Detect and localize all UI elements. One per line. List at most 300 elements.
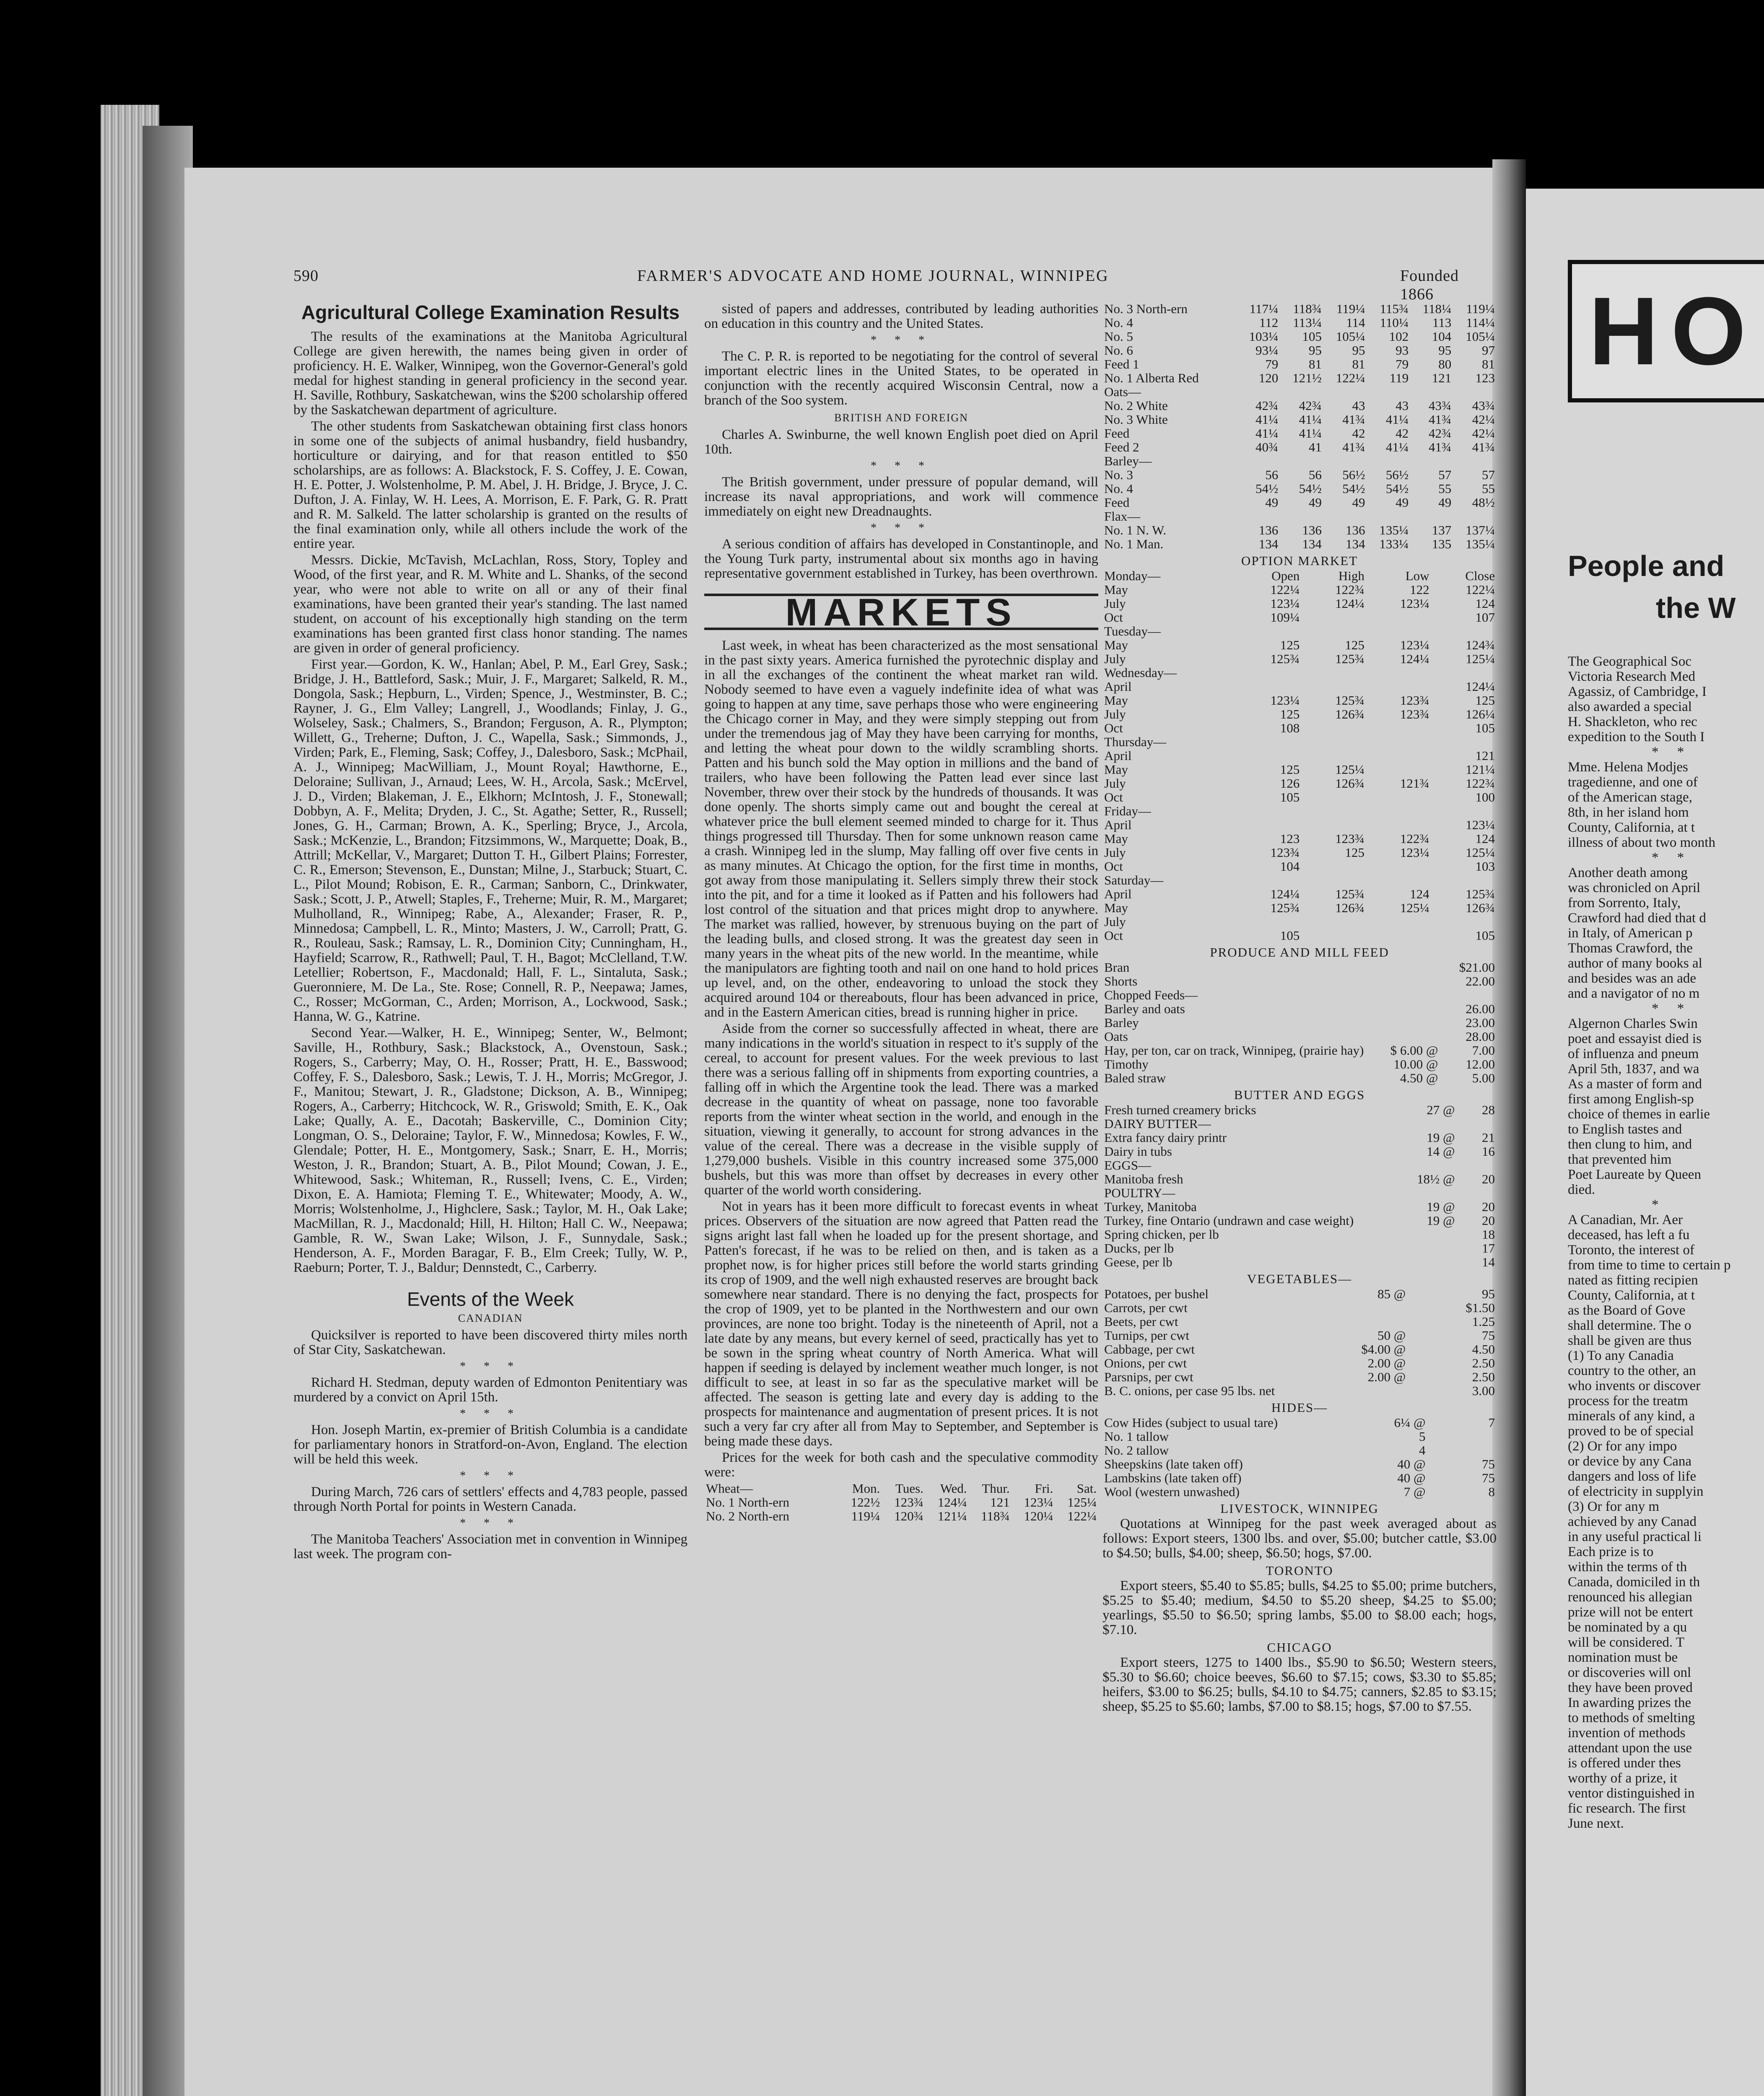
row-value bbox=[1237, 624, 1302, 638]
row-value bbox=[1366, 859, 1431, 873]
row-value: 109¼ bbox=[1270, 610, 1300, 625]
table-header-row bbox=[1102, 569, 1497, 583]
table-row bbox=[1102, 399, 1497, 412]
row-value: 81 bbox=[1308, 357, 1322, 371]
row-label: May bbox=[1104, 831, 1128, 846]
right-page-line: (1) To any Canadia bbox=[1568, 1348, 1674, 1363]
chicago-text: Export steers, 1275 to 1400 lbs., $5.90 to $6.50; Western steers, $5.30 to $6.60; choice beeves, $6.60 to $7.15; cows, $3.30 to $5.85; heifers, $3.00 to $6.25; bulls, $4.10 to $4.75; canners, $2.85 to $3.15; sheep, $5.25 to $5.60; lambs, $7.00 to $8.15; hogs, $7.00 to $7.55. bbox=[1102, 1655, 1497, 1714]
row-label: Beets, per cwt bbox=[1104, 1314, 1178, 1329]
markets-paragraph: Not in years has it been more difficult to forecast events in wheat prices. Observers of the situation are now agreed that Patten read the signs aright last fall when he loaded up for the present shortage, and Patten's forecast, if he was to be relied on then, and is taken as a prophet now, is for higher prices still before the world starts grinding its crop of 1909, and the well nigh exhausted reserves are brought back somewhere near standard. There is no denying the fact, prospects for the crop of 1909, yet to be planted in the Northwestern and our own provinces, are none too bright. Today is the nineteenth of April, not a late date by any means, but every kernel of seed, practically has yet to be sown in the spring wheat country of North America. What will happen if seeding is delayed by inclement weather much longer, is not difficult to see, at least in so far as the speculative market will be affected. The season is getting late and every day is adding to the prospects for maintenance and augmentation of present prices. It is not such a very far cry after all from May to September, and September is being made these days. bbox=[704, 1199, 1098, 1449]
right-page-line: be nominated by a qu bbox=[1568, 1620, 1687, 1635]
right-page-line: deceased, has left a fu bbox=[1568, 1227, 1690, 1243]
row-value: 125¾ bbox=[1335, 651, 1365, 666]
row-value: 120 bbox=[1258, 371, 1279, 385]
row-value: 19 @ bbox=[1427, 1213, 1455, 1228]
right-page-line: County, California, at t bbox=[1568, 820, 1695, 835]
right-page-line: In awarding prizes the bbox=[1568, 1695, 1691, 1710]
section-label: Barley— bbox=[1104, 454, 1152, 468]
row-value: 5.00 bbox=[1472, 1071, 1495, 1085]
row-value: 12.00 bbox=[1466, 1057, 1495, 1071]
section-label-row bbox=[1102, 385, 1497, 399]
butter-eggs-title: BUTTER AND EGGS bbox=[1234, 1087, 1365, 1102]
row-value: 2.50 bbox=[1472, 1356, 1495, 1370]
right-page-line: author of many books al bbox=[1568, 956, 1702, 971]
row-label: July bbox=[1104, 914, 1126, 929]
row-value: 126¾ bbox=[1335, 776, 1365, 791]
row-value bbox=[1366, 749, 1431, 763]
row-value bbox=[1366, 680, 1431, 693]
row-value: 85 @ bbox=[1377, 1287, 1406, 1301]
row-value: 56 bbox=[1265, 467, 1279, 482]
row-value bbox=[1355, 1255, 1456, 1269]
right-page-line: shall be given are thus bbox=[1568, 1333, 1692, 1348]
row-value: 123¼ bbox=[1400, 845, 1429, 860]
row-value: 124¼ bbox=[1335, 596, 1365, 611]
row-label: April bbox=[1104, 817, 1132, 832]
event-item: The Manitoba Teachers' Association met in convention in Winnipeg last week. The program con- bbox=[293, 1532, 687, 1562]
events-continued bbox=[704, 302, 1098, 408]
row-label: Cow Hides (subject to usual tare) bbox=[1104, 1415, 1278, 1430]
row-value: 26.00 bbox=[1466, 1001, 1495, 1016]
right-page-line: shall determine. The o bbox=[1568, 1318, 1691, 1333]
row-value: 56½ bbox=[1342, 467, 1365, 482]
row-label: Bran bbox=[1104, 960, 1130, 975]
table-row bbox=[1102, 357, 1497, 371]
row-label: No. 5 bbox=[1104, 329, 1133, 344]
table-row bbox=[1102, 1255, 1497, 1269]
table-row bbox=[1102, 1131, 1497, 1144]
row-value bbox=[1237, 749, 1302, 763]
header-cell: Wed. bbox=[940, 1481, 967, 1496]
row-value bbox=[1366, 624, 1431, 638]
row-value: 121 bbox=[990, 1495, 1010, 1510]
row-value bbox=[1365, 1002, 1440, 1016]
separator-stars: * * * bbox=[460, 1407, 521, 1420]
right-page-line: and a navigator of no m bbox=[1568, 986, 1700, 1001]
row-value: $4.00 @ bbox=[1361, 1342, 1406, 1357]
row-value: 135 bbox=[1432, 537, 1452, 551]
row-value: 125¼ bbox=[1466, 651, 1495, 666]
row-value: 122¾ bbox=[1400, 831, 1429, 846]
table-row bbox=[704, 1495, 1098, 1509]
table-row bbox=[1102, 495, 1497, 509]
row-value: $ 6.00 @ bbox=[1390, 1043, 1438, 1058]
row-value bbox=[1237, 804, 1302, 818]
row-value: 123¾ bbox=[1400, 693, 1429, 708]
foreign-subhead: BRITISH AND FOREIGN bbox=[834, 412, 968, 424]
row-value bbox=[1457, 1186, 1497, 1200]
table-row bbox=[1102, 859, 1497, 873]
row-value: 19 @ bbox=[1427, 1130, 1455, 1145]
right-page-line: nated as fitting recipien bbox=[1568, 1273, 1698, 1288]
row-value: 93 bbox=[1396, 343, 1409, 358]
right-page-line: was chronicled on April bbox=[1568, 880, 1701, 895]
table-row bbox=[1102, 818, 1497, 832]
event-item: sisted of papers and addresses, contributed by leading authorities on education in this country and the United States. bbox=[704, 301, 1098, 331]
row-value: 119 bbox=[1389, 371, 1409, 385]
event-item: Richard H. Stedman, deputy warden of Edmonton Penitentiary was murdered by a convict on April 15th. bbox=[293, 1375, 687, 1405]
table-row bbox=[1102, 1117, 1497, 1131]
row-label: Wednesday— bbox=[1104, 665, 1177, 680]
row-value: 43 bbox=[1352, 398, 1365, 413]
right-page-line: fic research. The first bbox=[1568, 1801, 1686, 1816]
table-row bbox=[1102, 468, 1497, 482]
book-gutter bbox=[1492, 159, 1526, 2096]
right-page-line: illness of about two month bbox=[1568, 835, 1715, 850]
table-row bbox=[704, 1509, 1098, 1523]
row-value bbox=[1366, 790, 1431, 804]
row-value bbox=[1365, 988, 1440, 1002]
row-value bbox=[1301, 666, 1366, 680]
row-label: Turnips, per cwt bbox=[1104, 1328, 1189, 1343]
row-value: 123¼ bbox=[1400, 638, 1429, 652]
row-value: 105 bbox=[1280, 790, 1300, 804]
separator-stars: * * * bbox=[871, 459, 932, 472]
row-value bbox=[1366, 804, 1431, 818]
right-page-line: who invents or discover bbox=[1568, 1378, 1701, 1393]
row-label: May bbox=[1104, 582, 1128, 597]
row-value: 121¼ bbox=[1466, 762, 1495, 777]
separator-stars: * * * bbox=[460, 1517, 521, 1530]
right-page-line: to English tastes and bbox=[1568, 1122, 1682, 1137]
table-row bbox=[1102, 763, 1497, 776]
row-value bbox=[1431, 804, 1497, 818]
row-value: 125¾ bbox=[1335, 693, 1365, 708]
right-page-line: will be considered. T bbox=[1568, 1635, 1684, 1650]
row-value bbox=[1431, 873, 1497, 887]
row-value: 49 bbox=[1265, 495, 1279, 510]
row-value: 137¼ bbox=[1466, 523, 1495, 537]
row-label: July bbox=[1104, 845, 1126, 860]
right-page-line: renounced his allegian bbox=[1568, 1590, 1692, 1605]
right-page-line: H. Shackleton, who rec bbox=[1568, 714, 1697, 729]
table-row bbox=[1102, 1172, 1497, 1186]
row-value: 120¾ bbox=[894, 1509, 924, 1523]
right-page-line: tragedienne, and one of bbox=[1568, 775, 1698, 790]
row-value bbox=[1366, 873, 1431, 887]
row-value: 123¾ bbox=[1335, 831, 1365, 846]
right-page-line: Another death among bbox=[1568, 865, 1688, 880]
row-value: 4.50 @ bbox=[1400, 1071, 1438, 1085]
right-page-line: expedition to the South I bbox=[1568, 729, 1705, 744]
row-value: 110¼ bbox=[1380, 315, 1409, 330]
right-page-line: nomination must be bbox=[1568, 1650, 1678, 1665]
row-label: Wool (western unwashed) bbox=[1104, 1484, 1240, 1499]
row-value: 27 @ bbox=[1427, 1102, 1455, 1117]
row-value: 4 bbox=[1419, 1443, 1426, 1458]
row-value: 125¾ bbox=[1466, 887, 1495, 901]
row-value bbox=[1301, 749, 1366, 763]
row-label: DAIRY BUTTER— bbox=[1104, 1116, 1211, 1131]
produce-title: PRODUCE AND MILL FEED bbox=[1210, 945, 1389, 960]
row-value: 56½ bbox=[1385, 467, 1409, 482]
right-page-line: first among English-sp bbox=[1568, 1092, 1694, 1107]
row-label: Feed bbox=[1104, 426, 1130, 441]
row-value: 43¾ bbox=[1429, 398, 1452, 413]
table-row bbox=[1102, 652, 1497, 666]
right-page-line: Crawford had died that d bbox=[1568, 911, 1706, 926]
row-label: Shorts bbox=[1104, 974, 1138, 988]
row-label: EGGS— bbox=[1104, 1158, 1151, 1173]
foreign-item: A serious condition of affairs has developed in Constantinople, and the Young Turk party, instrumental about six months ago in having representative government established in Turkey, has been overthrown. bbox=[704, 537, 1098, 581]
table-row bbox=[1102, 1057, 1497, 1071]
row-value: 43¾ bbox=[1472, 398, 1495, 413]
row-value: 6¼ @ bbox=[1394, 1415, 1426, 1430]
row-value bbox=[1301, 610, 1366, 624]
row-value: 125¾ bbox=[1335, 887, 1365, 901]
table-row bbox=[1102, 343, 1497, 357]
row-value: 4.50 bbox=[1472, 1342, 1495, 1357]
row-value: 121 bbox=[1475, 748, 1495, 763]
row-value: 123¾ bbox=[1270, 845, 1300, 860]
butter-eggs-table bbox=[1102, 1103, 1497, 1269]
table-row bbox=[1102, 610, 1497, 624]
right-page-column bbox=[1568, 654, 1764, 2096]
row-value: 97 bbox=[1482, 343, 1495, 358]
row-value: 133¼ bbox=[1379, 537, 1409, 551]
row-label: July bbox=[1104, 707, 1126, 721]
paragraph: First year.—Gordon, K. W., Hanlan; Abel, P. M., Earl Grey, Sask.; Bridge, J. H., Battleford, Sask.; Muir, J. F., Margaret; Salkeld, R. M., Dongola, Sask.; Hepburn, L., Virden; Spence, J., Westminster, B. C.; Rayner, J. G., Elm Valley; Langrell, J., Woodlands; Finlay, J. G., Wolseley, Sask.; Chalmers, S., Brandon; Ferguson, A. R., Plympton; Willett, G., Treherne; Dufton, J. C., Wapella, Sask.; Simmonds, J., Virden; Park, E., Fleming, Sask; Coffey, J., Dalesboro, Sask.; McPhail, A. J., Winnipeg; MacWilliam, J., Mount Royal; Hawthorne, E., Deloraine; Sullivan, J., Arnaud; Lees, W. H., Arcola, Sask.; McErvel, J. D., Virden; Blakeman, J. E., Elkhorn; McIntosh, J. F., Stonewall; Dobbyn, A. F., Melita; Dryden, J. C., St. Agathe; Setter, R., Russell; Jones, G. H., Carman; Brown, A. K., Sperling; Bryce, J., Arcola, Sask.; McKenzie, L., Brandon; Fitzsimmons, W., Marquette; Doak, B., Attrill; McKellar, V., Margaret; Dutton T. H., Gilbert Plains; Forrester, C. R., Emerson; Stevenson, E., Dunstan; Milne, J., Starbuck; Stuart, C. L., Pilot Mound; Robison, E. R., Carman; Sanborn, C., Drinkwater, Sask.; Scott, J. P., Atwell; Staples, F., Treherne; Muir, R. M., Margaret; Mulholland, R., Winnipeg; Rabe, A., Alexander; Fraser, R. P., Minnedosa; Campbell, L. R., Minto; Masters, J. W., Carroll; Pratt, G. R., Rouleau, Sask.; Ramsay, L. R., Dominion City; Cunningham, H., Hayfield; Scarrow, R., Rathwell; Paul, T. H., Bagot; McClelland, T.W. Letellier; Robertson, F., Macdonald; Hall, F. L., Sintaluta, Sask.; Gueronniere, M. De La., Ste. Rose; Connell, R. P., Neepawa; James, C., Rosser; McGorman, C., Arden; Morrison, A., Lockwood, Sask.; Hanna, W. G., Katrine. bbox=[293, 657, 687, 1024]
row-value: 122¼ bbox=[1067, 1509, 1097, 1523]
table-row bbox=[1102, 901, 1497, 915]
row-label: No. 3 bbox=[1104, 467, 1133, 482]
row-value: 41 bbox=[1308, 440, 1322, 454]
row-value: 16 bbox=[1482, 1144, 1495, 1159]
row-value: 125 bbox=[1345, 638, 1365, 652]
row-value: 104 bbox=[1432, 329, 1452, 344]
row-value: 20 bbox=[1482, 1199, 1495, 1214]
article-title-exam-results: Agricultural College Examination Results bbox=[301, 301, 680, 323]
row-value: 115¾ bbox=[1380, 301, 1409, 316]
row-value: $1.50 bbox=[1466, 1300, 1495, 1315]
row-label: Baled straw bbox=[1104, 1071, 1166, 1085]
row-value: 41¼ bbox=[1299, 426, 1322, 441]
row-value bbox=[1366, 610, 1431, 624]
row-label: Barley and oats bbox=[1104, 1001, 1185, 1016]
right-page-line: ventor distinguished in bbox=[1568, 1786, 1695, 1801]
row-label: No. 4 bbox=[1104, 481, 1133, 496]
row-value: 41¾ bbox=[1429, 412, 1452, 427]
row-label: Feed bbox=[1104, 495, 1130, 510]
row-value: 125 bbox=[1475, 693, 1495, 708]
event-item: During March, 726 cars of settlers' effects and 4,783 people, passed through North Portal for points in Western Canada. bbox=[293, 1484, 687, 1514]
right-page-line: worthy of a prize, it bbox=[1568, 1771, 1678, 1786]
table-row bbox=[1102, 523, 1497, 537]
right-page-line: Algernon Charles Swin bbox=[1568, 1016, 1698, 1031]
row-value: 20 bbox=[1482, 1172, 1495, 1186]
row-value: 107 bbox=[1475, 610, 1495, 625]
table-row bbox=[1102, 1315, 1497, 1328]
row-value: 14 @ bbox=[1427, 1144, 1455, 1159]
row-value: 18 bbox=[1482, 1227, 1495, 1242]
row-value: 19 @ bbox=[1427, 1199, 1455, 1214]
row-value: 126¾ bbox=[1335, 707, 1365, 721]
right-page-line: within the terms of th bbox=[1568, 1559, 1687, 1575]
right-page-line: then clung to him, and bbox=[1568, 1137, 1692, 1152]
table-row bbox=[1102, 1002, 1497, 1016]
separator-stars: * * * bbox=[871, 521, 932, 534]
row-label: Oct bbox=[1104, 928, 1123, 943]
header-cell: Low bbox=[1405, 568, 1429, 583]
row-label: Ducks, per lb bbox=[1104, 1241, 1174, 1256]
row-value: 20 bbox=[1482, 1213, 1495, 1228]
table-row bbox=[1102, 597, 1497, 610]
row-value: 136 bbox=[1258, 523, 1279, 537]
row-value: 135¼ bbox=[1466, 537, 1495, 551]
livestock-text: Quotations at Winnipeg for the past week averaged about as follows: Export steers, 1300 lbs. and over, $5.00; butcher cattle, $3.00 to $4.50; bulls, $4.00; sheep, $6.50; hogs, $7.00. bbox=[1102, 1516, 1497, 1561]
row-label: No. 1 N. W. bbox=[1104, 523, 1167, 537]
row-value: 28 bbox=[1482, 1102, 1495, 1117]
row-value: 134 bbox=[1302, 537, 1322, 551]
separator-stars: * * * bbox=[460, 1360, 521, 1373]
row-value: 122¾ bbox=[1466, 776, 1495, 791]
table-row bbox=[1102, 1443, 1497, 1457]
row-label: Geese, per lb bbox=[1104, 1255, 1173, 1269]
row-value: 79 bbox=[1265, 357, 1279, 371]
row-value bbox=[1365, 1016, 1440, 1030]
event-item: The C. P. R. is reported to be negotiating for the control of several important electric lines in the United States, to be operated in conjunction with the recently acquired Wisconsin Central, now a branch of the Soo system. bbox=[704, 349, 1098, 408]
row-value: 137 bbox=[1432, 523, 1452, 537]
row-value bbox=[1366, 721, 1431, 735]
events-list bbox=[293, 1328, 687, 1562]
row-value bbox=[1301, 859, 1366, 873]
header-cell: Fri. bbox=[1035, 1481, 1053, 1496]
right-page-line: in Italy, of American p bbox=[1568, 926, 1693, 941]
table-row bbox=[1102, 735, 1497, 749]
row-value: 3.00 bbox=[1472, 1383, 1495, 1398]
header-cell: Thur. bbox=[982, 1481, 1010, 1496]
table-row bbox=[1102, 988, 1497, 1002]
right-page-line: 8th, in her island hom bbox=[1568, 805, 1689, 820]
table-row bbox=[1102, 680, 1497, 693]
table-row bbox=[1102, 1429, 1497, 1443]
row-value: 55 bbox=[1438, 481, 1452, 496]
right-page-line: process for the treatm bbox=[1568, 1393, 1688, 1409]
row-value: 81 bbox=[1352, 357, 1365, 371]
row-value: 122 bbox=[1410, 582, 1429, 597]
row-value: 121 bbox=[1432, 371, 1452, 385]
right-page-line: As a master of form and bbox=[1568, 1077, 1702, 1092]
page-number: 590 bbox=[293, 267, 319, 285]
row-value: 7 bbox=[1488, 1415, 1495, 1430]
banner-text: HO bbox=[1589, 277, 1759, 385]
row-value: 104 bbox=[1280, 859, 1300, 874]
right-page-line: * * bbox=[1652, 744, 1692, 760]
separator-stars: * * * bbox=[871, 334, 932, 347]
row-value: 136 bbox=[1346, 523, 1365, 537]
row-value: 41¼ bbox=[1255, 426, 1279, 441]
table-row bbox=[1102, 1457, 1497, 1471]
right-page-line: (2) Or for any impo bbox=[1568, 1439, 1677, 1454]
row-value: 122¼ bbox=[1466, 582, 1495, 597]
row-label: B. C. onions, per case 95 lbs. net bbox=[1104, 1383, 1275, 1398]
table-row bbox=[1102, 329, 1497, 343]
right-page-line: also awarded a special bbox=[1568, 699, 1692, 714]
right-page-line: and besides was an ade bbox=[1568, 971, 1697, 986]
row-value: 126 bbox=[1280, 776, 1300, 791]
table-row bbox=[1102, 790, 1497, 804]
row-value: 105¼ bbox=[1336, 329, 1365, 344]
header-cell: Sat. bbox=[1077, 1481, 1097, 1496]
right-page-line: minerals of any kind, a bbox=[1568, 1409, 1695, 1424]
paragraph: Messrs. Dickie, McTavish, McLachlan, Ross, Story, Topley and Wood, of the first year, and R. M. White and L. Shanks, of the second year, who were not able to write on all or any of their final examinations, have been granted their year's standing. The last named student, on account of his exceptionally high standing on the term examinations has been granted first class honor standing. The names are given in order of general proficiency. bbox=[293, 553, 687, 656]
row-value: 125¼ bbox=[1400, 900, 1429, 915]
row-value: 54½ bbox=[1299, 481, 1322, 496]
row-label: POULTRY— bbox=[1104, 1185, 1175, 1200]
row-value bbox=[1431, 624, 1497, 638]
row-value: 134 bbox=[1258, 537, 1279, 551]
row-value bbox=[1355, 1227, 1456, 1241]
markets-paragraph: Aside from the corner so successfully affected in wheat, there are many indications in the world's situation in respect to it's supply of the cereal, to account for present values. For the week previous to last there was a serious falling off in shipments from exporting countries, a falling off in which the Argentine took the lead. There was a marked decrease in the quantity of wheat on passage, none too favorable reports from the winter wheat section in the world, and enough in the situation, viewing it generally, to account for strong advances in the value of the cereal. There was a decrease in the visible supply of 1,279,000 bushels. Visible in this country increased some 375,000 bushels, but this was more than offset by decreases in every other quarter of the world worth considering. bbox=[704, 1021, 1098, 1198]
row-value: 18½ @ bbox=[1416, 1172, 1455, 1186]
row-value bbox=[1366, 666, 1431, 680]
row-value bbox=[1457, 1117, 1497, 1131]
right-page-line: dangers and loss of life bbox=[1568, 1469, 1697, 1484]
right-page-line: A Canadian, Mr. Aer bbox=[1568, 1212, 1683, 1227]
row-value: 41¾ bbox=[1429, 440, 1452, 454]
table-row bbox=[1102, 1016, 1497, 1030]
row-value: 123¼ bbox=[1270, 693, 1300, 708]
row-value: 95 bbox=[1352, 343, 1365, 358]
paragraph: The other students from Saskatchewan obtaining first class honors in some one of the subjects of animal husbandry, field husbandry, horticulture or dairying, and for that reason entitled to $50 scholarships, are as follows: A. Blackstock, F. S. Coffey, J. E. Cowan, H. E. Potter, J. Wolstenholme, P. M. Abel, J. H. Bridge, J. Bryce, J. C. Dufton, J. A. Finlay, W. H. Lees, A. Morrison, E. F. Park, G. R. Pratt and R. M. Salkeld. The latter scholarship is granted on the results of the final examination only, while all others include the work of the entire year. bbox=[293, 419, 687, 551]
row-label: May bbox=[1104, 900, 1128, 915]
row-value: 114 bbox=[1346, 315, 1365, 330]
row-value: 105 bbox=[1475, 721, 1495, 735]
founded-note: Founded 1866 bbox=[1400, 267, 1459, 303]
table-row bbox=[1102, 1214, 1497, 1227]
row-label: Oct bbox=[1104, 859, 1123, 874]
right-page-line: Thomas Crawford, the bbox=[1568, 941, 1693, 956]
row-value bbox=[1301, 915, 1366, 929]
row-value: 118¾ bbox=[981, 1509, 1010, 1523]
row-label: Turkey, Manitoba bbox=[1104, 1199, 1197, 1214]
header-cell: Mon. bbox=[852, 1481, 880, 1496]
right-page-line: Mme. Helena Modjes bbox=[1568, 760, 1688, 775]
row-value: 41¾ bbox=[1342, 440, 1365, 454]
row-value: 123¾ bbox=[894, 1495, 924, 1510]
row-value: 23.00 bbox=[1466, 1015, 1495, 1030]
markets-paragraph: Prices for the week for both cash and the speculative commodity were: bbox=[704, 1450, 1098, 1480]
vegetables-table bbox=[1102, 1287, 1497, 1398]
row-value bbox=[1301, 929, 1366, 942]
table-row bbox=[1102, 1471, 1497, 1485]
row-value: 75 bbox=[1482, 1328, 1495, 1343]
row-value: 42¾ bbox=[1255, 398, 1279, 413]
row-label: Oct bbox=[1104, 721, 1123, 735]
row-label: Saturday— bbox=[1104, 873, 1164, 887]
table-row bbox=[1102, 846, 1497, 859]
table-header-row bbox=[704, 1481, 1098, 1495]
row-value: 28.00 bbox=[1466, 1029, 1495, 1044]
row-label: Onions, per cwt bbox=[1104, 1356, 1187, 1370]
row-label: Friday— bbox=[1104, 804, 1151, 818]
table-row bbox=[1102, 638, 1497, 652]
events-title: Events of the Week bbox=[407, 1288, 574, 1310]
row-value: 43 bbox=[1396, 398, 1409, 413]
row-value bbox=[1301, 804, 1366, 818]
right-page-line: proved to be of special bbox=[1568, 1424, 1694, 1439]
table-row bbox=[1102, 1384, 1497, 1398]
row-value: 125¼ bbox=[1067, 1495, 1097, 1510]
row-value bbox=[1365, 974, 1440, 988]
row-value bbox=[1366, 763, 1431, 776]
row-label: Timothy bbox=[1104, 1057, 1149, 1071]
row-value: 123¾ bbox=[1400, 707, 1429, 721]
right-page-line: April 5th, 1837, and wa bbox=[1568, 1061, 1699, 1077]
row-value: 114¼ bbox=[1466, 315, 1495, 330]
row-value: 113 bbox=[1432, 315, 1452, 330]
row-label: Oats bbox=[1104, 1029, 1128, 1044]
